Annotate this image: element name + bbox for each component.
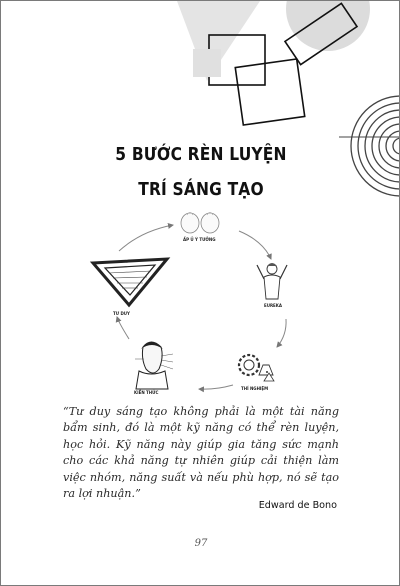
page-title-line-2: TRÍ SÁNG TẠO — [138, 179, 264, 200]
page-title-line-1: 5 BƯỚC RÈN LUYỆN — [115, 144, 287, 165]
page-number: 97 — [194, 538, 208, 549]
cycle-step-5-label: TƯ DUY — [113, 311, 130, 316]
experiment-gear-icon — [239, 355, 274, 381]
quote-author: Edward de Bono — [258, 500, 337, 511]
cycle-step-4-label: KIẾN THỨC — [134, 390, 159, 395]
cycle-step-2-label: EUREKA — [264, 303, 282, 308]
eureka-scientist-icon — [257, 263, 287, 299]
cycle-step-3-label: THÍ NGHIỆM — [241, 386, 269, 391]
quote-text: “Tư duy sáng tạo không phải là một tài năng bẩm sinh, đó là một kỹ năng có thể rèn luyện, học hỏi. Kỹ năng này giúp gia tăng sức mạnh cho các khả năng tự nhiên giúp cải thiện làm việc nhóm, năng suất và nếu phù hợp, nó sẽ tạo ra lợi nhuận.” — [63, 405, 339, 501]
thinking-triangle-icon — [93, 259, 167, 305]
incubation-icon — [181, 213, 219, 234]
cycle-arrows — [117, 225, 286, 389]
knowledge-portrait-icon — [135, 342, 173, 389]
cycle-step-1-label: ẤP Ủ Ý TƯỞNG — [183, 237, 216, 242]
